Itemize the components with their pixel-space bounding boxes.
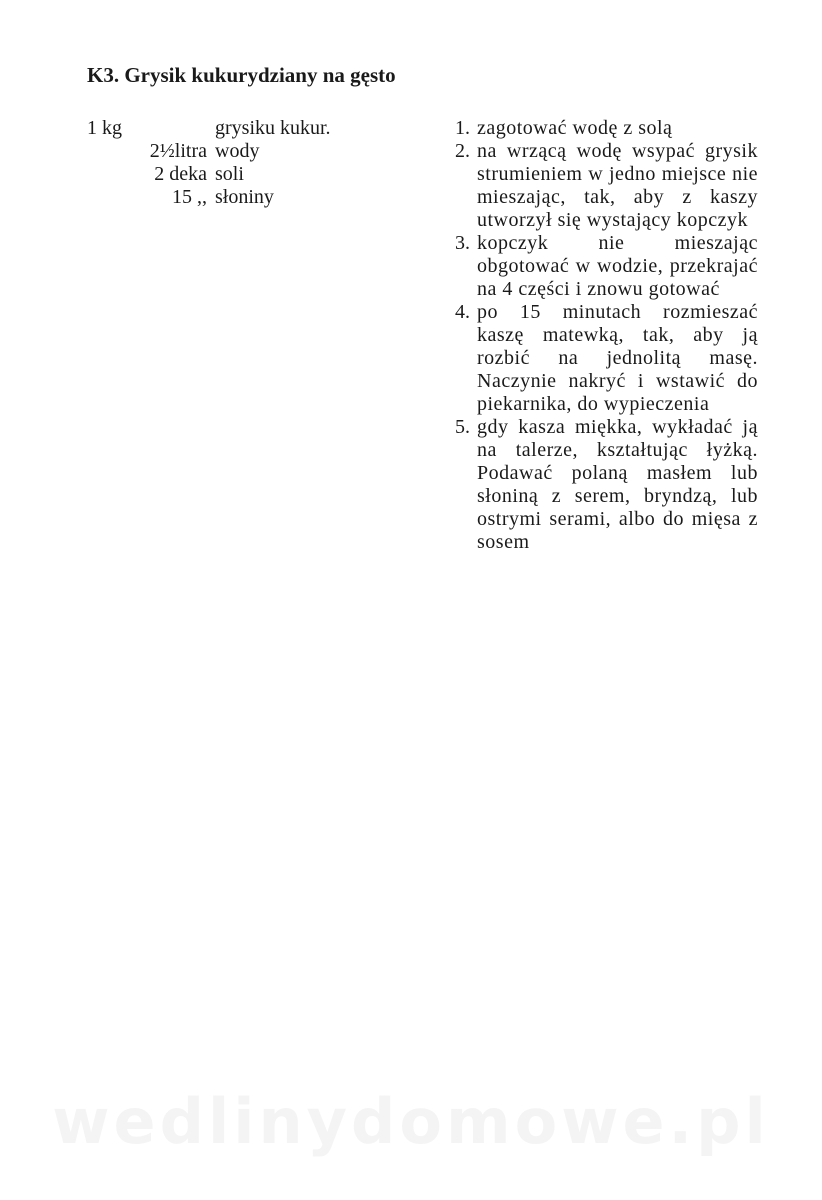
step-text: na wrzącą wodę wsypać grysik strumieniem w jedno miejsce nie mieszając, tak, aby z kaszy utworzył się wystający kopczyk	[477, 140, 758, 231]
step-number: 3.	[455, 232, 470, 254]
recipe-title: K3. Grysik kukurydziany na gęsto	[87, 63, 396, 87]
step-text: zagotować wodę z solą	[477, 117, 673, 139]
ingredient-row	[87, 140, 407, 163]
step-item	[440, 416, 758, 554]
ingredient-name: grysiku kukur.	[215, 117, 331, 139]
ingredient-name: soli	[215, 163, 244, 185]
step-number: 5.	[455, 416, 470, 438]
step-text: po 15 minutach rozmieszać kaszę matewką, tak, aby ją rozbić na jednolitą masę. Naczynie nakryć i wstawić do piekarnika, do wypieczenia	[477, 301, 758, 415]
step-number: 4.	[455, 301, 470, 323]
step-number: 1.	[455, 117, 470, 139]
step-item	[440, 232, 758, 301]
step-item	[440, 117, 758, 140]
ingredient-name: wody	[215, 140, 260, 162]
ingredient-quantity: 15 ,,	[172, 186, 207, 208]
ingredient-quantity: 1 kg	[87, 117, 122, 139]
step-text: kopczyk nie mieszając obgotować w wodzie, przekrajać na 4 części i znowu gotować	[477, 232, 758, 300]
ingredient-quantity: 2 deka	[154, 163, 207, 185]
ingredient-row	[87, 117, 407, 140]
ingredient-name: słoniny	[215, 186, 274, 208]
step-item	[440, 301, 758, 416]
step-item	[440, 140, 758, 232]
step-number: 2.	[455, 140, 470, 162]
site-watermark: wedlinydomowe.pl	[52, 1085, 770, 1158]
step-text: gdy kasza miękka, wykładać ją na talerze, kształtując łyżką. Podawać polaną masłem lub słoniną z serem, bryndzą, lub ostrymi serami, albo do mięsa z sosem	[477, 416, 758, 553]
ingredient-quantity: 2½litra	[149, 140, 207, 162]
ingredient-row	[87, 186, 407, 209]
ingredients-list	[87, 117, 407, 209]
steps-list	[440, 117, 758, 554]
ingredient-row	[87, 163, 407, 186]
